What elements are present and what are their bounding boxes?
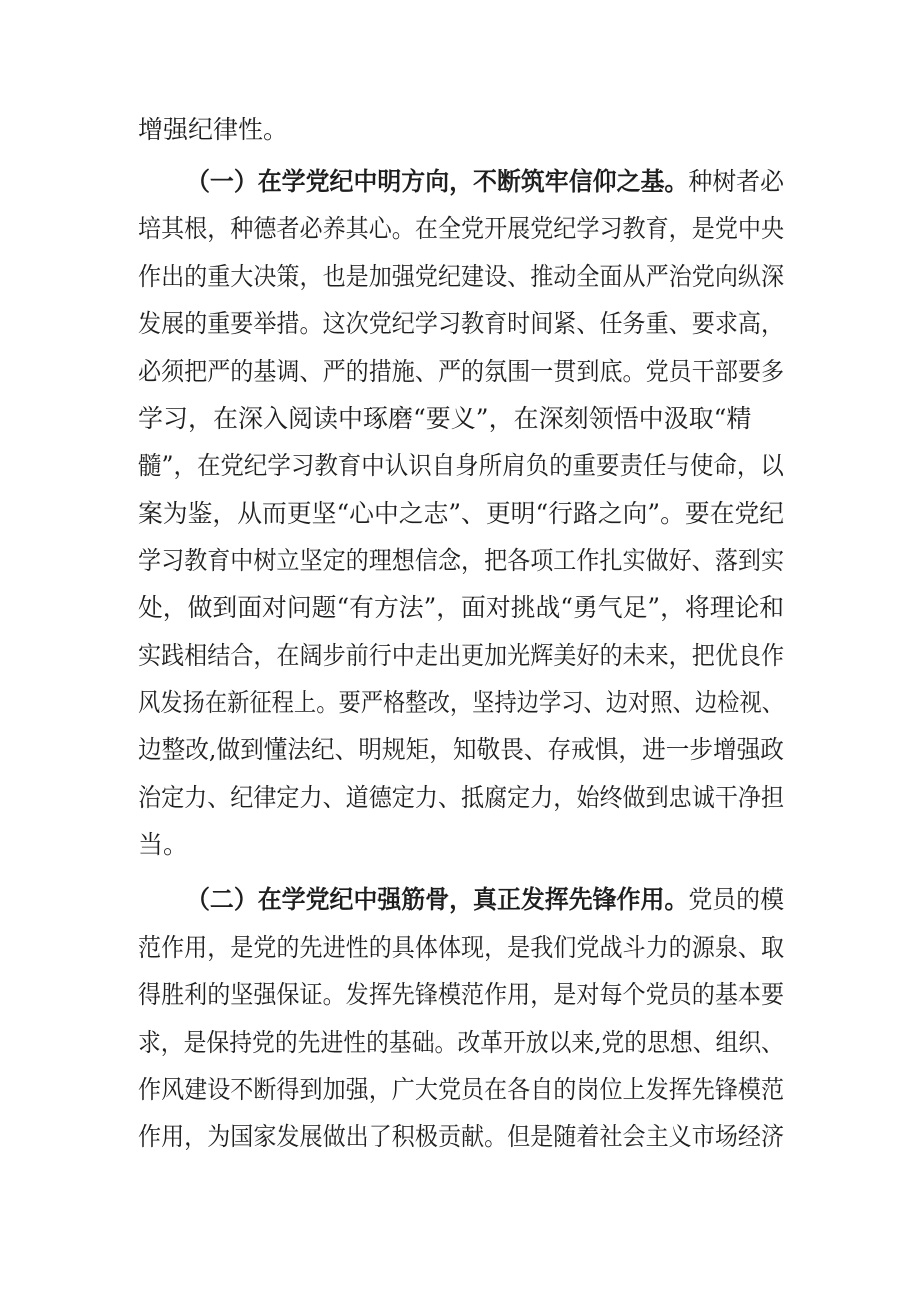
text-line [0,1068,920,1112]
text-line [0,973,920,1017]
section-heading-2: （二）在学党纪中强筋骨，真正发挥先锋作用。 [186,885,689,914]
text-span: 风发扬在新征程上。要严格整改，坚持边学习、边对照、边检视、 [138,688,784,717]
text-span: 得胜利的坚强保证。发挥先锋模范作用，是对每个党员的基本要 [138,980,785,1009]
text-span: 处，做到面对问题“有方法”，面对挑战“勇气足”，将理论和 [138,593,785,622]
text-span: 发展的重要举措。这次党纪学习教育时间紧、任务重、要求高， [138,309,785,338]
text-line [0,586,920,630]
text-line [0,634,920,678]
text-span: 学习教育中树立坚定的理想信念，把各项工作扎实做好、落到实 [138,546,785,575]
text-line [0,108,920,152]
text-span: 范作用，是党的先进性的具体体现，是我们党战斗力的源泉、取 [138,933,785,962]
text-span: 边整改,做到懂法纪、明规矩，知敬畏、存戒惧，进一步增强政 [138,735,784,764]
text-span: 作出的重大决策，也是加强党纪建设、推动全面从严治党向纵深 [138,262,785,291]
text-line [0,926,920,970]
text-span: 作风建设不断得到加强，广大党员在各自的岗位上发挥先锋模范 [138,1075,785,1104]
text-line [0,492,920,536]
text-line [0,350,920,394]
text-span: 作用，为国家发展做出了积极贡献。但是随着社会主义市场经济 [138,1122,785,1151]
text-span: 学习，在深入阅读中琢磨“要义”，在深刻领悟中汲取“精 [138,404,752,433]
text-line [0,823,920,867]
text-span: 种树者必 [688,167,785,196]
text-span: 必须把严的基调、严的措施、严的氛围一贯到底。党员干部要多 [138,357,785,386]
text-span: 党员的模 [688,885,785,914]
section-heading-1: （一）在学党纪中明方向，不断筑牢信仰之基。 [186,167,689,196]
text-span: 案为鉴，从而更坚“心中之志”、更明“行路之向”。要在党纪 [138,499,785,528]
heading-row [186,160,784,204]
text-line [0,207,920,251]
text-line [0,539,920,583]
text-line [0,302,920,346]
text-line [0,1115,920,1159]
text-line [0,444,920,488]
text-line [0,776,920,820]
text-span: 当。 [138,830,189,859]
text-line [0,728,920,772]
paragraph-heading-line [0,160,920,204]
text-span: 治定力、纪律定力、道德定力、抵腐定力，始终做到忠诚干净担 [138,783,785,812]
text-line [0,255,920,299]
text-span: 髓”，在党纪学习教育中认识自身所肩负的重要责任与使命，以 [138,451,784,480]
text-span: 求，是保持党的先进性的基础。改革开放以来,党的思想、组织、 [138,1028,784,1057]
text-span: 实践相结合，在阔步前行中走出更加光辉美好的未来，把优良作 [138,641,785,670]
text-span: 培其根，种德者必养其心。在全党开展党纪学习教育，是党中央 [138,214,785,243]
text-line [0,397,920,441]
heading-row [186,878,784,922]
text-span: 增强纪律性。 [138,115,289,144]
paragraph-heading-line [0,878,920,922]
text-line [0,1021,920,1065]
text-line [0,681,920,725]
